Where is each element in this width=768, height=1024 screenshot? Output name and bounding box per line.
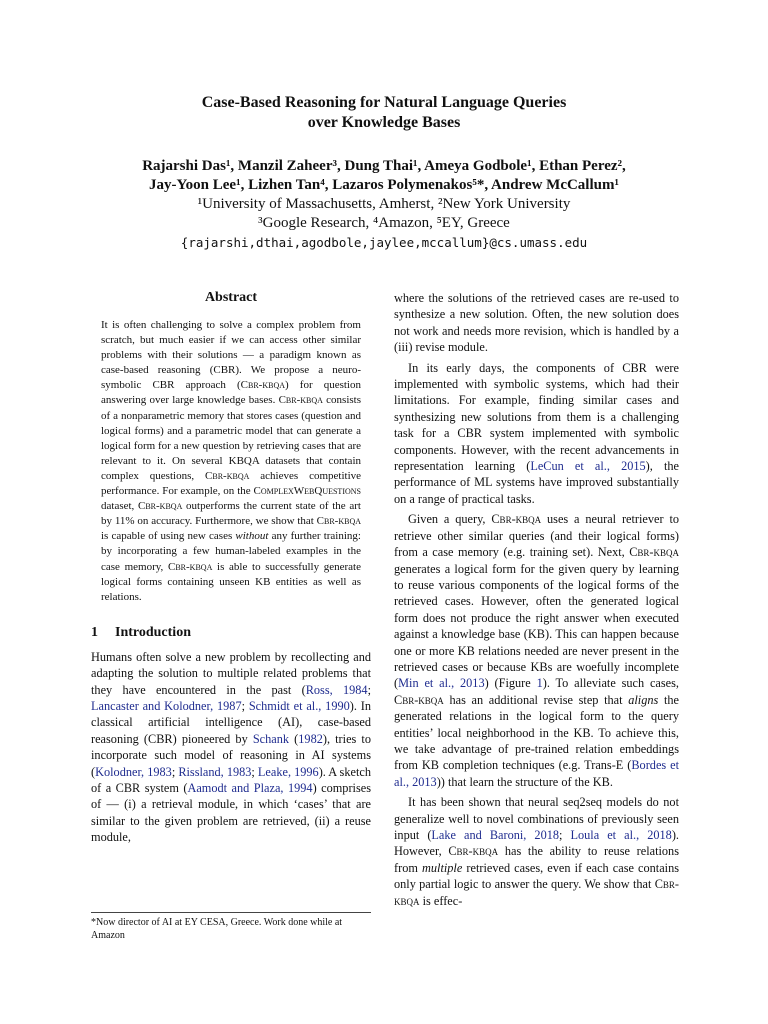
footnote bbox=[91, 912, 371, 942]
text-run: ). In classical artificial intelligence (AI), case-based reasoning (CBR) pioneered by bbox=[91, 699, 371, 746]
text-run: ), tries to incorporate such model of reasoning in AI systems ( bbox=[91, 731, 371, 779]
right-column bbox=[394, 290, 679, 909]
emphasis: aligns bbox=[628, 692, 659, 707]
system-name: Cbr-kbqa bbox=[448, 844, 499, 859]
system-name: Cbr-kbqa bbox=[629, 545, 679, 560]
title-line-2: over Knowledge Bases bbox=[307, 114, 461, 131]
paragraph-seq2seq bbox=[394, 794, 679, 909]
left-column bbox=[91, 290, 371, 846]
citation-link[interactable]: Lancaster and Kolodner, 1987 bbox=[91, 699, 242, 713]
citation-link[interactable]: 1982 bbox=[298, 731, 323, 746]
system-name: Cbr-kbqa bbox=[240, 379, 285, 392]
system-name: Cbr-kbqa bbox=[205, 469, 250, 482]
paragraph-given-query bbox=[394, 511, 679, 790]
citation-link[interactable]: Lake and Baroni, 2018 bbox=[431, 828, 560, 842]
text-run: ; bbox=[559, 828, 571, 842]
author-names-line-1: Rajarshi Das¹, Manzil Zaheer³, Dung Thai¹, Ameya Godbole¹, Ethan Perez², bbox=[142, 158, 626, 174]
system-name: Cbr-kbqa bbox=[394, 877, 679, 908]
citation-link[interactable]: LeCun et al., 2015 bbox=[530, 459, 646, 474]
text-run: is effec- bbox=[419, 893, 463, 908]
citation-link[interactable]: Aamodt and Plaza, 1994 bbox=[187, 781, 313, 796]
citation-link[interactable]: Schank bbox=[252, 731, 290, 746]
paragraph-continuation: where the solutions of the retrieved cases are re-used to synthesize a new solution. Often, the new solution does not work and needs more revision, which is handled by a (iii) revise module. bbox=[394, 291, 679, 355]
citation-link[interactable]: Ross, 1984 bbox=[305, 682, 368, 697]
text-run: ). A sketch of a CBR system ( bbox=[91, 764, 371, 796]
text-run: ; bbox=[367, 682, 372, 697]
citation-link[interactable]: Schmidt et al., 1990 bbox=[248, 699, 350, 713]
affiliation-line-2: ³Google Research, ⁴Amazon, ⁵EY, Greece bbox=[258, 215, 510, 231]
system-name: Cbr-kbqa bbox=[394, 692, 444, 707]
emphasis: without bbox=[235, 530, 269, 543]
figure-link[interactable]: 1 bbox=[536, 676, 543, 691]
citation-link[interactable]: Loula et al., 2018 bbox=[570, 828, 672, 842]
abstract-part: is able to successfully generate logical forms containing unseen KB entities as well as relations. bbox=[101, 560, 361, 603]
abstract-part: is capable of using new cases bbox=[101, 530, 236, 543]
text-run: It has been shown that neural seq2seq models do not generalize well to novel combinations of previously seen input ( bbox=[394, 795, 679, 842]
abstract-part: achieves competitive performance. For example, on the bbox=[101, 469, 362, 498]
text-run: the generated relations in the logical form to the query entities’ local neighborhood in the KB. To achieve this, we take advantage of pre-trained relation embeddings from KB completion techniques (e.g. Trans-E ( bbox=[394, 692, 679, 773]
text-run: uses a neural retriever to retrieve other similar queries (and their logical forms) from a case memory (e.g. training set). Next, bbox=[394, 512, 680, 560]
author-names-line-2: Jay-Yoon Lee¹, Lizhen Tan⁴, Lazaros Polymenakos⁵*, Andrew McCallum¹ bbox=[149, 177, 619, 193]
citation-link[interactable]: Rissland, 1983 bbox=[178, 764, 252, 779]
system-name: Cbr-kbqa bbox=[491, 512, 542, 527]
text-run: generates a logical form for the given query by learning to reuse various components of the logical forms of the retrieved cases. However, often the generated logical form does not produce the right answer when executed against a knowledge base (KB). This can happen because one or more KB relations needed are never present in the retrieved cases or because KBs are woefully incomplete ( bbox=[394, 561, 679, 691]
abstract-part: outperforms the current state of the art by 11% on accuracy. Furthermore, we show that bbox=[101, 500, 361, 528]
text-run: has an additional revise step that bbox=[443, 692, 629, 707]
emphasis: multiple bbox=[422, 860, 463, 875]
text-run: ). However, bbox=[394, 828, 679, 859]
text-run: Given a query, bbox=[408, 512, 492, 527]
citation-link[interactable]: Kolodner, 1983 bbox=[95, 764, 172, 779]
text-run: In its early days, the components of CBR were implemented with symbolic systems, which had their limitations. For example, finding similar cases and synthesizing new solutions from them is a challenging task for a CBR system implemented with symbolic components. However, with the recent advancements in representation learning ( bbox=[394, 360, 679, 474]
system-name: Cbr-kbqa bbox=[278, 394, 323, 407]
affiliation-line-1: ¹University of Massachusetts, Amherst, ²New York University bbox=[197, 196, 571, 212]
abstract-part: consists of a nonparametric memory that stores cases (question and logical forms) and a parametric model that can generate a logical form for a new question by retrieving cases that are relevant to it. On several KBQA datasets that contain complex questions, bbox=[101, 394, 361, 482]
system-name: Cbr-kbqa bbox=[138, 500, 183, 513]
abstract-part: It is often challenging to solve a complex problem from scratch, but much easier if we can access other similar problems with their solutions — a paradigm known as case-based reasoning (CBR). We propose a neuro-symbolic CBR approach ( bbox=[101, 319, 361, 392]
intro-paragraph bbox=[91, 649, 371, 846]
text-run: ; bbox=[171, 764, 179, 779]
text-run: ( bbox=[289, 731, 299, 746]
paragraph-early-days bbox=[394, 360, 679, 508]
text-run: )) that learn the structure of the KB. bbox=[436, 774, 613, 789]
citation-link[interactable]: Bordes et al., 2013 bbox=[394, 758, 679, 789]
dataset-name: ComplexWebQuestions bbox=[253, 485, 361, 498]
abstract-part: ) for question answering over large knowledge bases. bbox=[101, 379, 361, 407]
text-run: ), the performance of ML systems have improved substantially on a range of practical tasks. bbox=[394, 459, 679, 506]
text-run: ) comprises of — (i) a retrieval module, in which ‘cases’ that are similar to the given problem are retrieved, (ii) a reuse module, bbox=[91, 781, 371, 845]
footnote-text: *Now director of AI at EY CESA, Greece. Work done while at Amazon bbox=[91, 917, 343, 941]
text-run: retrieved cases, even if each case contains only partial logic to answer the query. We show that bbox=[394, 860, 679, 892]
section-number: 1 bbox=[91, 624, 98, 640]
author-block bbox=[0, 157, 768, 252]
citation-link[interactable]: Min et al., 2013 bbox=[398, 676, 485, 691]
text-run: has the ability to reuse relations from bbox=[394, 844, 679, 875]
citation-link[interactable]: Leake, 1996 bbox=[257, 764, 319, 779]
text-run: ) (Figure bbox=[484, 676, 537, 691]
system-name: Cbr-kbqa bbox=[316, 515, 361, 528]
abstract-part: any further training: by incorporating a few human-labeled examples in the case memory, bbox=[101, 530, 361, 573]
text-run: ). To alleviate such cases, bbox=[542, 676, 679, 691]
author-emails: {rajarshi,dthai,agodbole,jaylee,mccallum}@cs.umass.edu bbox=[180, 235, 588, 250]
system-name: Cbr-kbqa bbox=[168, 560, 213, 573]
text-run: Humans often solve a new problem by recollecting and adapting the solution to multiple related problems that they have encountered in the past ( bbox=[91, 649, 371, 697]
abstract-text bbox=[101, 318, 361, 605]
text-run: ; bbox=[251, 764, 258, 779]
paper-title bbox=[0, 93, 768, 133]
title-line-1: Case-Based Reasoning for Natural Language Queries bbox=[201, 94, 567, 111]
abstract-heading: Abstract bbox=[204, 290, 258, 305]
text-run: ; bbox=[241, 699, 249, 713]
abstract-part: dataset, bbox=[101, 500, 138, 513]
section-title: Introduction bbox=[115, 624, 191, 640]
section-heading-introduction bbox=[91, 625, 371, 641]
